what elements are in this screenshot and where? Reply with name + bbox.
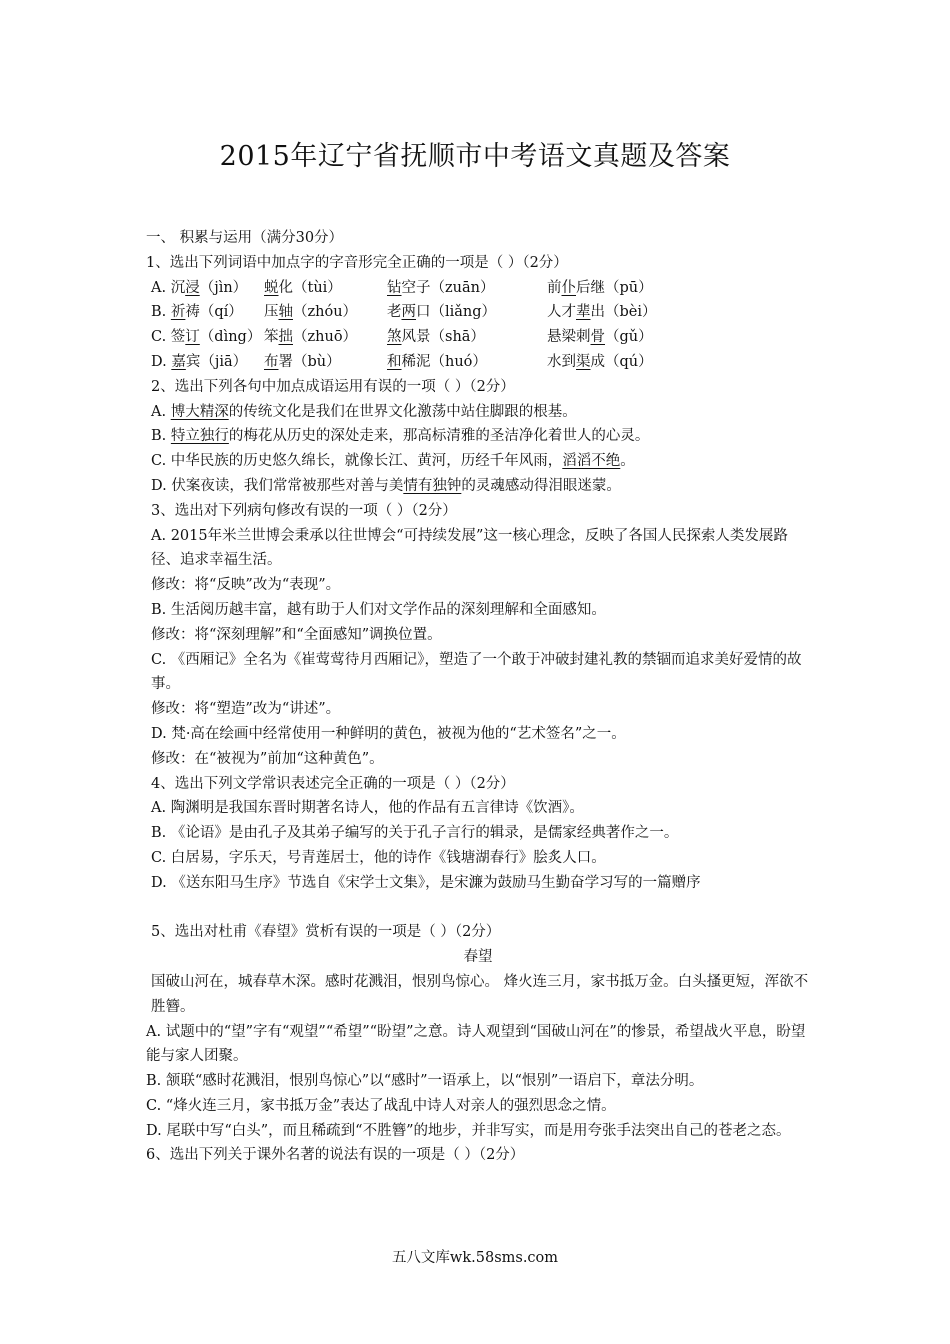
option-text: 前	[547, 279, 562, 296]
question-4-option-c: C. 白居易，字乐天，号青莲居士，他的诗作《钱塘湖春行》脍炙人口。	[151, 849, 606, 866]
option-text: 的梅花从历史的深处走来，那高标清雅的圣洁净化着世人的心灵。	[228, 428, 650, 445]
option-text: 水到	[547, 353, 576, 370]
page-title: 2015年辽宁省抚顺市中考语文真题及答案	[219, 141, 731, 172]
question-3-option-a: A. 2015年米兰世博会秉承以往世博会“可持续发展”这一核心理念，反映了各国人民探索人类发展路径、追求幸福生活。	[151, 527, 788, 569]
question-3-fix-a: 修改：将“反映”改为“表现”。	[151, 577, 341, 594]
dotted-idiom: 情有独钟	[403, 477, 462, 494]
question-3-option-d: D. 梵·高在绘画中经常使用一种鲜明的黄色，被视为他的“艺术签名”之一。	[151, 725, 626, 742]
question-2-option	[146, 449, 810, 474]
question-1-option-item	[151, 325, 264, 350]
question-5-option-d: D. 尾联中写“白头”，而且稀疏到“不胜簪”的地步，并非写实，而是用夸张手法突出自己的苍老之态。	[146, 1122, 791, 1139]
dotted-idiom: 特立独行	[170, 428, 229, 445]
question-2-option	[146, 400, 810, 425]
dotted-character: 和	[387, 353, 402, 370]
dotted-character: 钻	[387, 279, 402, 296]
question-1-row	[146, 325, 810, 350]
option-text: （gǔ）	[605, 329, 653, 346]
question-2-stem: 2、选出下列各句中加点成语运用有误的一项（ ）（2分）	[151, 378, 515, 395]
option-text: 口（liǎng）	[416, 304, 497, 321]
option-text: 祷（qí）	[185, 304, 243, 321]
question-3-fix-b: 修改：将“深刻理解”和“全面感知”调换位置。	[151, 626, 442, 643]
question-1-row	[146, 300, 810, 325]
option-text: 稀泥（huó）	[401, 353, 487, 370]
dotted-character: 仆	[561, 279, 576, 296]
question-1-options	[146, 276, 810, 375]
question-4-option-b: B. 《论语》是由孔子及其弟子编写的关于孔子言行的辑录，是儒家经典著作之一。	[151, 825, 679, 842]
question-2-option	[146, 424, 810, 449]
question-1-option-item	[387, 325, 547, 350]
poem-title: 春望	[463, 949, 493, 966]
option-text: 的灵魂感动得泪眼迷蒙。	[461, 477, 621, 494]
option-text: 的传统文化是我们在世界文化激荡中站住脚跟的根基。	[228, 403, 577, 420]
dotted-character: 蜕	[264, 279, 279, 296]
dotted-character: 两	[401, 304, 416, 321]
question-1-option-item	[547, 276, 653, 301]
dotted-character: 煞	[387, 329, 402, 346]
option-text: 空子（zuān）	[401, 279, 495, 296]
question-5-option-b: B. 颔联“感时花溅泪，恨别鸟惊心”以“感时”一语承上，以“恨别”一语启下，章法分明。	[146, 1073, 704, 1090]
question-1-option-item	[151, 350, 264, 375]
dotted-character: 祈	[170, 304, 186, 321]
question-4-option-d: D. 《送东阳马生序》节选自《宋学士文集》，是宋濂为鼓励马生勤奋学习写的一篇赠序	[151, 874, 701, 891]
dotted-idiom: 博大精深	[170, 403, 229, 420]
question-1-option-item	[264, 276, 387, 301]
question-4-stem: 4、选出下列文学常识表述完全正确的一项是（ ）（2分）	[151, 775, 515, 792]
option-text: 宾（jiā）	[185, 353, 248, 370]
question-3-stem: 3、选出对下列病句修改有误的一项（ ）（2分）	[151, 502, 457, 519]
dotted-character: 拙	[278, 329, 293, 346]
option-text: B.	[151, 304, 171, 321]
option-text: 出（bèi）	[590, 304, 657, 321]
question-1-row	[146, 350, 810, 375]
option-text: D. 伏案夜读，我们常常被那些对善与美	[151, 477, 404, 494]
question-6-stem: 6、选出下列关于课外名著的说法有误的一项是（ ）（2分）	[146, 1147, 525, 1164]
section-heading: 一、 积累与运用（满分30分）	[146, 230, 344, 246]
option-text: 风景（shā）	[401, 329, 485, 346]
question-1-option-item	[547, 300, 657, 325]
option-text: C. 中华民族的历史悠久绵长，就像长江、黄河，历经千年风雨，	[151, 453, 563, 470]
question-3-option-b: B. 生活阅历越丰富，越有助于人们对文学作品的深刻理解和全面感知。	[151, 601, 606, 618]
option-text: 老	[387, 304, 402, 321]
dotted-character: 骨	[590, 329, 605, 346]
dotted-character: 渠	[576, 353, 591, 370]
document-body	[146, 226, 810, 1168]
question-3-fix-d: 修改：在“被视为”前加“这种黄色”。	[151, 750, 384, 767]
option-text: 后继（pū）	[576, 279, 653, 296]
option-text: D.	[151, 353, 172, 370]
question-2-options	[146, 400, 810, 499]
page-footer: 五八文库wk.58sms.com	[391, 1250, 559, 1266]
dotted-character: 嘉	[171, 353, 186, 370]
poem-text: 国破山河在，城春草木深。感时花溅泪，恨别鸟惊心。 烽火连三月，家书抵万金。白头搔更短，浑欲不胜簪。	[151, 973, 809, 1015]
question-1-option-item	[387, 276, 547, 301]
dotted-character: 布	[264, 353, 279, 370]
question-3-fix-c: 修改：将“塑造”改为“讲述”。	[151, 701, 341, 718]
option-text: （jìn）	[199, 279, 248, 296]
option-text: 压	[264, 304, 279, 321]
question-1-option-item	[547, 325, 653, 350]
option-text: 署（bù）	[278, 353, 341, 370]
question-1-option-item	[264, 350, 387, 375]
spacer	[146, 896, 810, 921]
dotted-character: 辈	[576, 304, 591, 321]
question-1-option-item	[387, 350, 547, 375]
question-1-option-item	[387, 300, 547, 325]
option-text: B.	[151, 428, 171, 445]
question-1-row	[146, 276, 810, 301]
dotted-idiom: 滔滔不绝	[562, 453, 621, 470]
option-text: A. 沉	[151, 279, 186, 296]
question-1-option-item	[151, 300, 264, 325]
dotted-character: 浸	[185, 279, 200, 296]
option-text: 。	[620, 453, 635, 470]
option-text: 人才	[547, 304, 576, 321]
option-text: （dìng）	[199, 329, 262, 346]
dotted-character: 订	[185, 329, 200, 346]
option-text: （zhuō）	[293, 329, 358, 346]
question-1-stem: 1、选出下列词语中加点字的字音形完全正确的一项是（ ）（2分）	[146, 254, 568, 271]
question-1-option-item	[151, 276, 264, 301]
question-2-option	[146, 474, 810, 499]
question-1-option-item	[264, 325, 387, 350]
question-3-option-c: C. 《西厢记》全名为《崔莺莺待月西厢记》，塑造了一个敢于冲破封建礼教的禁锢而追求美好爱情的故事。	[151, 651, 802, 693]
question-5-option-c: C. “烽火连三月，家书抵万金”表达了战乱中诗人对亲人的强烈思念之情。	[146, 1097, 616, 1114]
question-4-option-a: A. 陶渊明是我国东晋时期著名诗人，他的作品有五言律诗《饮酒》。	[151, 800, 584, 817]
question-1-option-item	[547, 350, 653, 375]
option-text: 化（tùi）	[278, 279, 342, 296]
question-1-option-item	[264, 300, 387, 325]
option-text: 笨	[264, 329, 279, 346]
option-text: C. 签	[151, 329, 186, 346]
question-5-stem: 5、选出对杜甫《春望》赏析有误的一项是（ ）（2分）	[151, 924, 501, 941]
option-text: 悬梁刺	[547, 329, 591, 346]
option-text: 成（qú）	[590, 353, 653, 370]
dotted-character: 轴	[278, 304, 293, 321]
option-text: A.	[151, 403, 171, 420]
question-5-option-a: A. 试题中的“望”字有“观望”“希望”“盼望”之意。诗人观望到“国破山河在”的惨景，希望战火平息，盼望 能与家人团聚。	[146, 1023, 806, 1065]
option-text: （zhóu）	[293, 304, 358, 321]
